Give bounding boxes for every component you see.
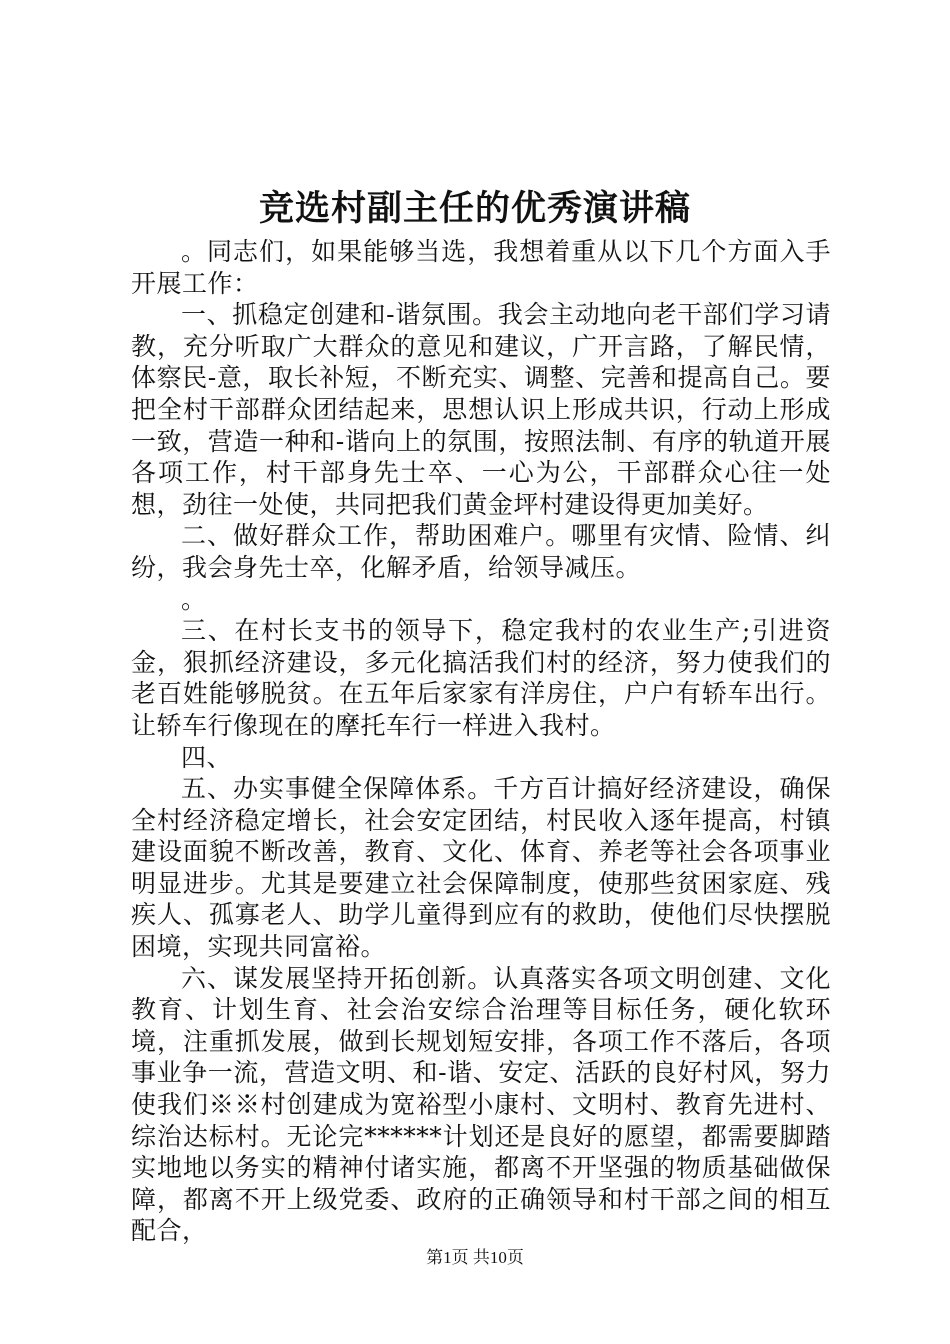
paragraph-point-4: 四、 <box>181 742 233 772</box>
paragraph-separator: 。 <box>181 584 207 614</box>
paragraph-point-6: 六、谋发展坚持开拓创新。认真落实各项文明创建、文化教育、计划生育、社会治安综合治理等目标任务，硬化软环境，注重抓发展，做到长规划短安排，各项工作不落后，各项事业争一流，营造文明、和-谐、安定、活跃的良好村风，努力使我们※※村创建成为宽裕型小康村、文明村、教育先进村、综治达标村。无论完******计划还是良好的愿望，都需要脚踏实地地以务实的精神付诸实施，都离不开坚强的物质基础做保障，都离不开上级党委、政府的正确领导和村干部之间的相互配合， <box>131 963 831 1246</box>
paragraph-intro: 。同志们，如果能够当选，我想着重从以下几个方面入手开展工作： <box>131 237 831 298</box>
paragraph-point-3: 三、在村长支书的领导下，稳定我村的农业生产;引进资金，狠抓经济建设，多元化搞活我们村的经济，努力使我们的老百姓能够脱贫。在五年后家家有洋房住，户户有轿车出行。让轿车行像现在的摩托车行一样进入我村。 <box>131 616 831 740</box>
page-number-footer: 第1页 共10页 <box>426 1248 524 1267</box>
paragraph-point-5: 五、办实事健全保障体系。千方百计搞好经济建设，确保全村经济稳定增长，社会安定团结，村民收入逐年提高，村镇建设面貌不断改善，教育、文化、体育、养老等社会各项事业明显进步。尤其是要建立社会保障制度，使那些贫困家庭、残疾人、孤寡老人、助学儿童得到应有的救助，使他们尽快摆脱困境，实现共同富裕。 <box>131 774 831 962</box>
paragraph-point-1: 一、抓稳定创建和-谐氛围。我会主动地向老干部们学习请教，充分听取广大群众的意见和建议，广开言路，了解民情，体察民-意，取长补短，不断充实、调整、完善和提高自己。要把全村干部群众团结起来，思想认识上形成共识，行动上形成一致，营造一种和-谐向上的氛围，按照法制、有序的轨道开展各项工作，村干部身先士卒、一心为公，干部群众心往一处想，劲往一处使，共同把我们黄金坪村建设得更加美好。 <box>131 300 831 519</box>
paragraph-point-2: 二、做好群众工作，帮助困难户。哪里有灾情、险情、纠纷，我会身先士卒，化解矛盾，给领导减压。 <box>131 521 831 582</box>
document-body <box>131 236 831 1247</box>
document-title: 竞选村副主任的优秀演讲稿 <box>258 188 691 229</box>
